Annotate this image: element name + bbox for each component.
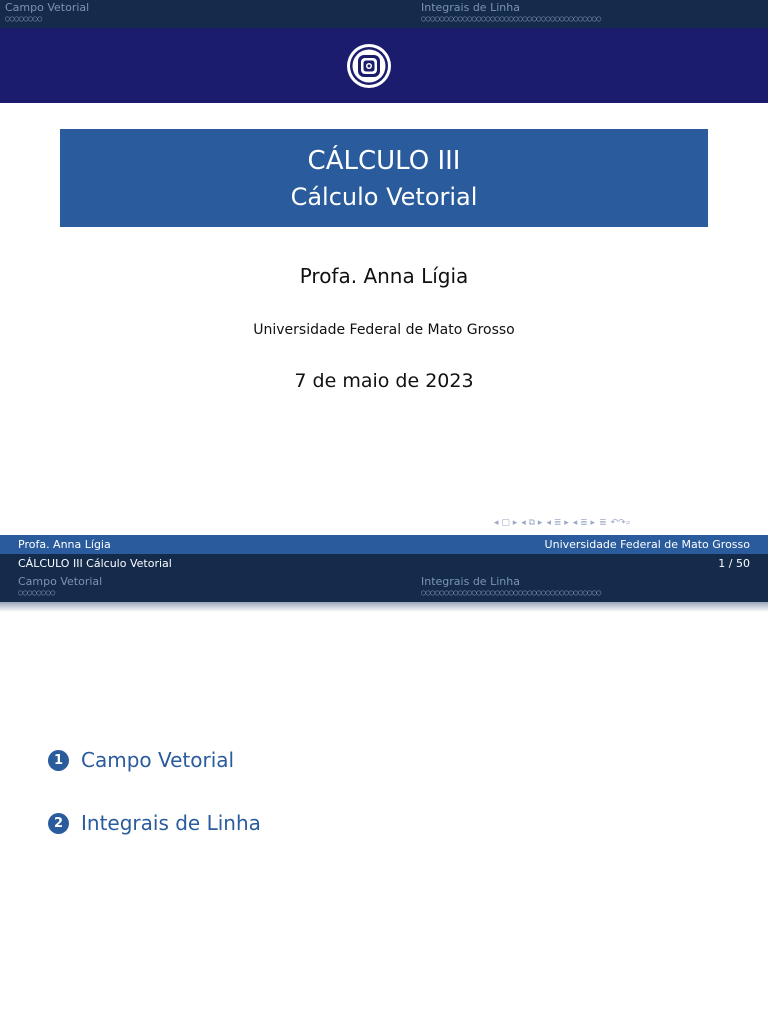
nav-section-campo-vetorial[interactable]: [5, 1, 89, 23]
presentation-date: 7 de maio de 2023: [294, 370, 474, 392]
footer-short-title: CÁLCULO III Cálculo Vetorial: [18, 557, 172, 570]
toc-item-label[interactable]: Campo Vetorial: [81, 748, 235, 772]
nav-section-dots[interactable]: ○○○○○○○○: [5, 14, 42, 23]
ufmt-logo-icon: [345, 42, 393, 90]
footer-author: Profa. Anna Lígia: [18, 538, 111, 551]
nav-section-integrais-de-linha[interactable]: [421, 575, 601, 597]
nav-section-title[interactable]: Integrais de Linha: [421, 575, 520, 588]
toc-number-badge: 1: [48, 750, 69, 771]
nav-subsubsection-icon[interactable]: ◂ ≣ ▸: [572, 518, 596, 528]
nav-section-dots[interactable]: ○○○○○○○○○○○○○○○○○○○○○○○○○○○○○○○○○○○○○○○: [421, 14, 602, 23]
nav-section-dots[interactable]: ○○○○○○○○: [18, 588, 55, 597]
footer-page-number: 1 / 50: [718, 557, 750, 570]
author-name: Profa. Anna Lígia: [299, 264, 469, 288]
beamer-navigation-symbols: [494, 516, 766, 530]
nav-section-campo-vetorial[interactable]: [18, 575, 102, 597]
footer-title-bar: [0, 554, 768, 574]
institute-name: Universidade Federal de Mato Grosso: [253, 322, 515, 338]
nav-section-dots[interactable]: ○○○○○○○○○○○○○○○○○○○○○○○○○○○○○○○○○○○○○○○: [421, 588, 602, 597]
nav-section-icon[interactable]: ◂ ≣ ▸: [546, 518, 569, 528]
nav-toc-icon[interactable]: ≣: [599, 518, 607, 528]
title-block: [60, 129, 708, 227]
slide1-nav-header: [0, 0, 768, 28]
toc-item-campo-vetorial[interactable]: [48, 748, 234, 772]
toc-item-integrais-de-linha[interactable]: [48, 811, 261, 835]
nav-section-title[interactable]: Integrais de Linha: [421, 1, 520, 14]
footer-author-bar: [0, 535, 768, 554]
logo-band: [0, 28, 768, 103]
presentation-title: CÁLCULO III: [307, 146, 461, 176]
nav-frame-icon[interactable]: ◂ ▢ ▸: [494, 518, 518, 528]
nav-section-integrais-de-linha[interactable]: [421, 1, 601, 23]
nav-subsection-icon[interactable]: ◂ ⧉ ▸: [521, 518, 543, 528]
footer-institute: Universidade Federal de Mato Grosso: [544, 538, 750, 551]
presentation-subtitle: Cálculo Vetorial: [290, 183, 478, 211]
header-shadow: [0, 602, 768, 612]
nav-section-title[interactable]: Campo Vetorial: [18, 575, 103, 588]
toc-number-badge: 2: [48, 813, 69, 834]
nav-section-title[interactable]: Campo Vetorial: [5, 1, 90, 14]
nav-search-icon[interactable]: ↶↷⌕: [610, 518, 631, 528]
toc-item-label[interactable]: Integrais de Linha: [81, 811, 261, 835]
slide2-nav-header: [0, 574, 768, 602]
